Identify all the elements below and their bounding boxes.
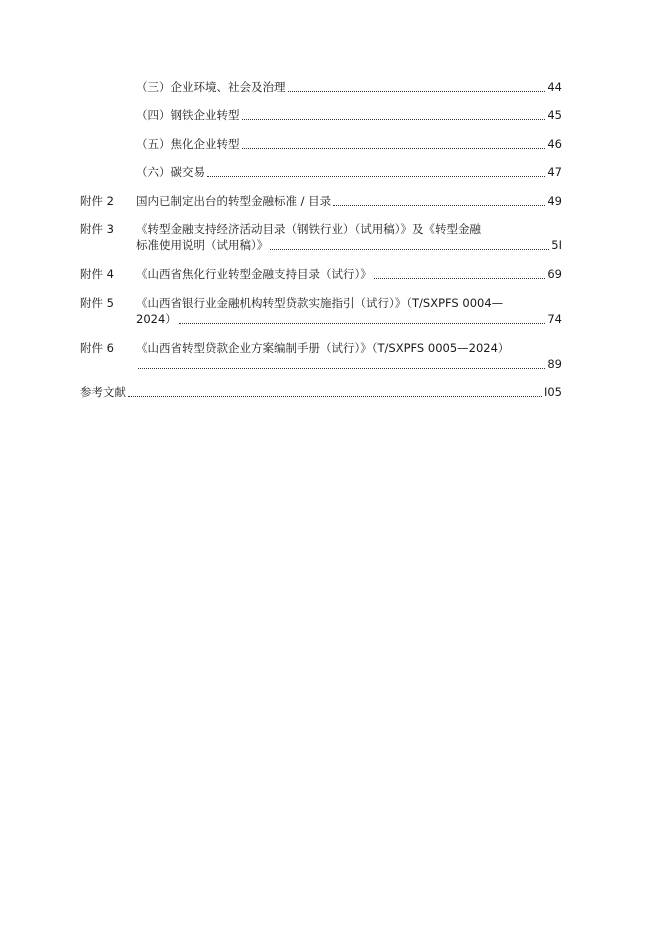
toc-entry-title-cont: 标准使用说明（试用稿）》 [136,238,269,252]
toc-page-number: 74 [547,312,562,326]
toc-entry-title: 《山西省焦化行业转型金融支持目录（试行）》 [136,267,372,281]
dot-leader [207,176,545,177]
appendix-label: 附件 5 [80,296,114,310]
toc-entry-line[interactable] [136,296,562,311]
dot-leader [374,278,546,279]
toc-page-number: 69 [547,267,562,281]
dot-leader [242,119,546,120]
toc-entry[interactable] [136,194,562,209]
appendix-label: 附件 3 [80,222,114,236]
toc-entry-title: （三）企业环境、社会及治理 [136,80,286,94]
toc-page-number: 44 [547,80,562,94]
toc-entry[interactable] [136,137,562,152]
appendix-label: 附件 2 [80,194,114,208]
toc-entry-title: 《山西省转型贷款企业方案编制手册（试行）》（T/SXPFS 0005—2024） [136,341,510,355]
toc-page-number: I05 [543,385,562,399]
toc-page-number: 46 [547,137,562,151]
toc-entry-line[interactable] [136,222,562,237]
toc-page-number: 47 [547,165,562,179]
toc-page-number: 89 [547,357,562,371]
toc-entry[interactable] [136,312,562,327]
dot-leader [128,396,542,397]
dot-leader [270,249,549,250]
dot-leader [242,148,546,149]
toc-entry[interactable] [136,80,562,95]
dot-leader [288,91,546,92]
toc-entry[interactable] [80,385,562,400]
toc-entry[interactable] [136,267,562,282]
toc-entry[interactable] [136,238,562,253]
appendix-label: 附件 6 [80,341,114,355]
toc-entry-title: 参考文献 [80,385,126,399]
toc-entry[interactable] [136,357,562,372]
toc-entry-line[interactable] [136,341,562,356]
toc-entry-title: （六）碳交易 [136,165,205,179]
toc-entry[interactable] [136,165,562,180]
toc-page-number: 5I [551,238,562,252]
appendix-label: 附件 4 [80,267,114,281]
toc-entry[interactable] [136,108,562,123]
dot-leader [333,205,545,206]
toc-page-number: 45 [547,108,562,122]
toc-entry-title: 《转型金融支持经济活动目录（钢铁行业）（试用稿）》及《转型金融 [136,222,481,236]
dot-leader [138,368,545,369]
toc-page-number: 49 [547,194,562,208]
toc-entry-title: 《山西省银行业金融机构转型贷款实施指引（试行）》（T/SXPFS 0004— [136,296,504,310]
toc-entry-title: 国内已制定出台的转型金融标准 / 目录 [136,194,332,208]
toc-entry-title-cont: 2024） [136,312,177,326]
toc-entry-title: （五）焦化企业转型 [136,137,240,151]
dot-leader [179,323,546,324]
toc-entry-title: （四）钢铁企业转型 [136,108,240,122]
